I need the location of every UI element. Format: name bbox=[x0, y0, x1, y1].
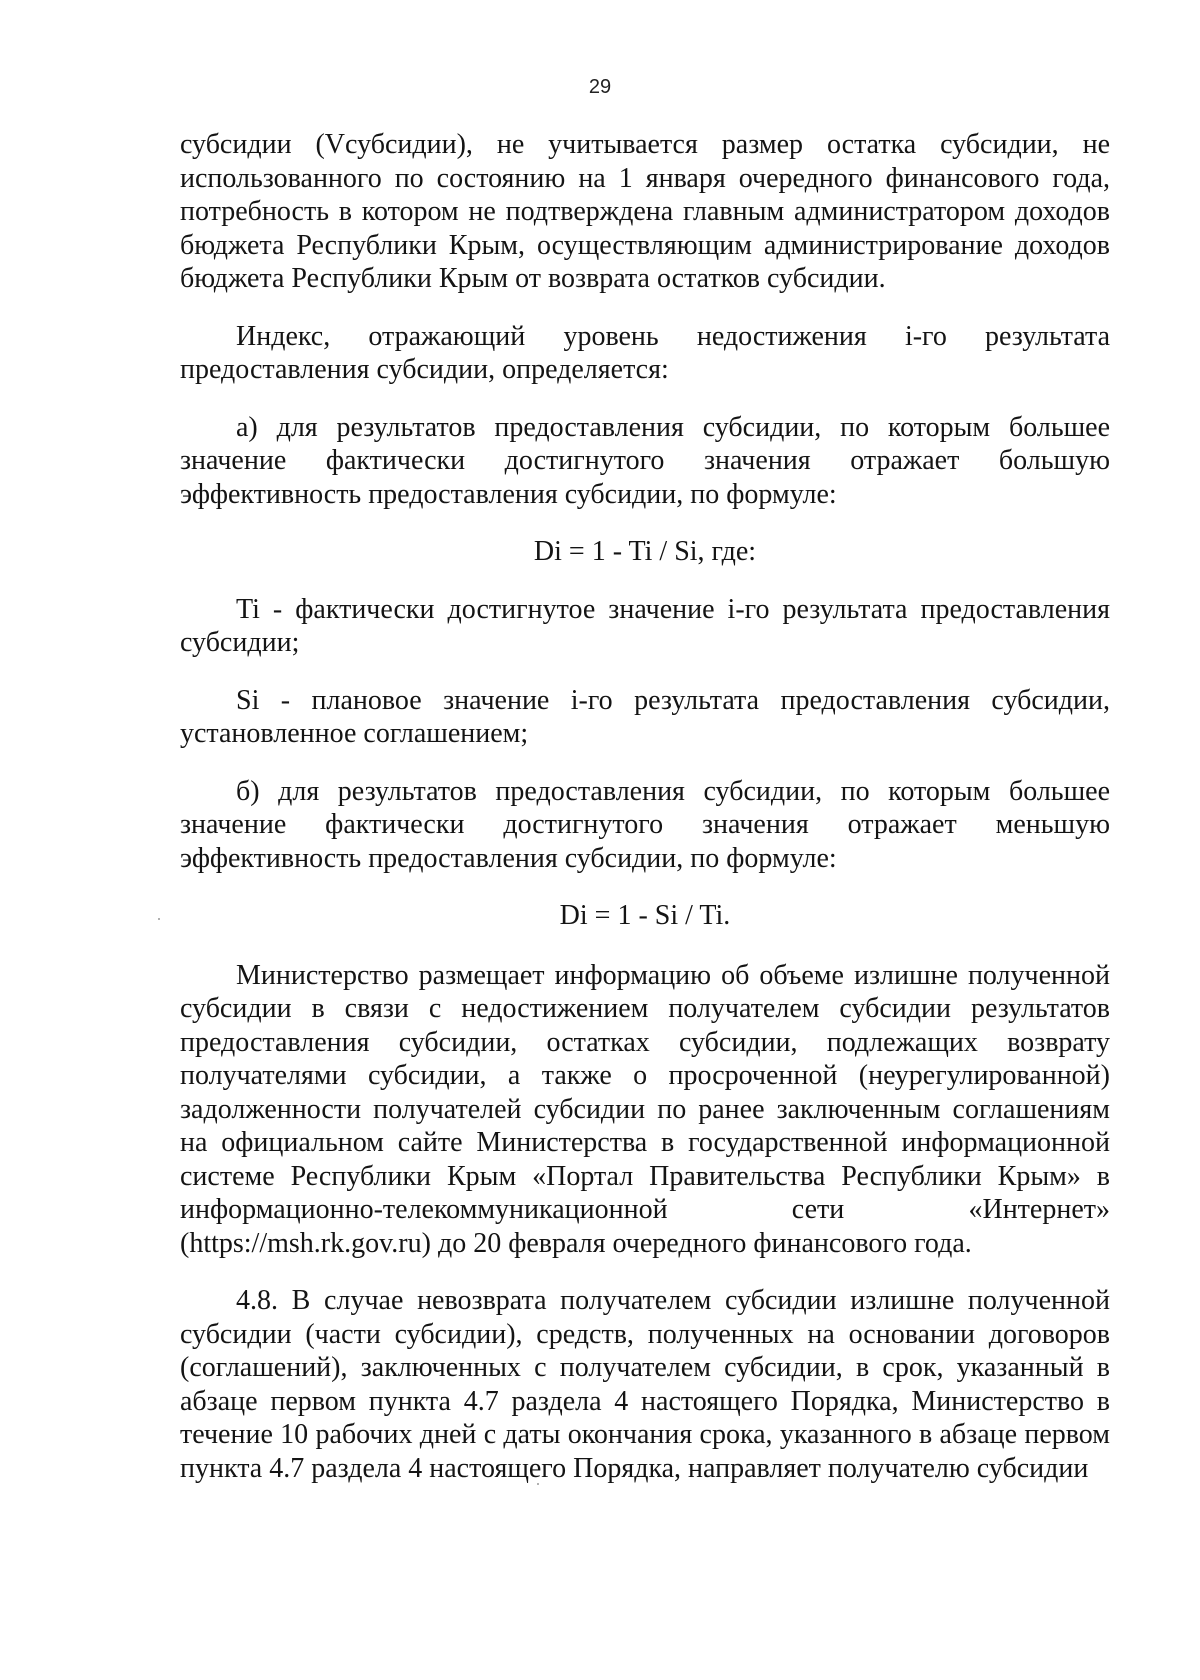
scan-speck bbox=[158, 918, 160, 920]
paragraph-case-b: б) для результатов предоставления субсидии, по которым большее значение фактически достигнутого значения отражает меньшую эффективность предоставления субсидии, по формуле: bbox=[180, 775, 1110, 874]
paragraph-ministry-publication: Министерство размещает информацию об объеме излишне полученной субсидии в связи с недостижением получателем субсидии результатов предоставления субсидии, остатках субсидии, подлежащих возврату получателями субсидии, а также о просроченной (неурегулированной) задолженности получателей субсидии по ранее заключенным соглашениям на официальном сайте Министерства в государственной информационной системе Республики Крым «Портал Правительства Республики Крым» в информационно-телекоммуникационной сети «Интернет» (https://msh.rk.gov.ru) до 20 февраля очередного финансового года. bbox=[180, 959, 1110, 1259]
paragraph-section-4-8: 4.8. В случае невозврата получателем субсидии излишне полученной субсидии (части субсидии), средств, полученных на основании договоров (соглашений), заключенных с получателем субсидии, в срок, указанный в абзаце первом пункта 4.7 раздела 4 настоящего Порядка, Министерство в течение 10 рабочих дней с даты окончания срока, указанного в абзаце первом пункта 4.7 раздела 4 настоящего Порядка, направляет получателю субсидии bbox=[180, 1285, 1110, 1484]
paragraph-ti-definition: Ti - фактически достигнутое значение i-го результата предоставления субсидии; bbox=[180, 593, 1110, 658]
document-body bbox=[180, 128, 1110, 1485]
paragraph-subsidy-remainder: субсидии (Vсубсидии), не учитывается размер остатка субсидии, не использованного по состоянию на 1 января очередного финансового года, потребность в котором не подтверждена главным администратором доходов бюджета Республики Крым, осуществляющим администрирование доходов бюджета Республики Крым от возврата остатков субсидии. bbox=[180, 129, 1110, 294]
paragraph-index-definition: Индекс, отражающий уровень недостижения i-го результата предоставления субсидии, определяется: bbox=[180, 320, 1110, 385]
paragraph-case-a: а) для результатов предоставления субсидии, по которым большее значение фактически достигнутого значения отражает большую эффективность предоставления субсидии, по формуле: bbox=[180, 411, 1110, 510]
paragraph-si-definition: Si - плановое значение i-го результата предоставления субсидии, установленное соглашением; bbox=[180, 684, 1110, 749]
scan-speck bbox=[537, 1483, 539, 1485]
page-number: 29 bbox=[588, 76, 612, 98]
formula-case-a: Di = 1 - Ti / Si, где: bbox=[533, 536, 757, 567]
formula-case-b: Di = 1 - Si / Ti. bbox=[559, 900, 731, 931]
